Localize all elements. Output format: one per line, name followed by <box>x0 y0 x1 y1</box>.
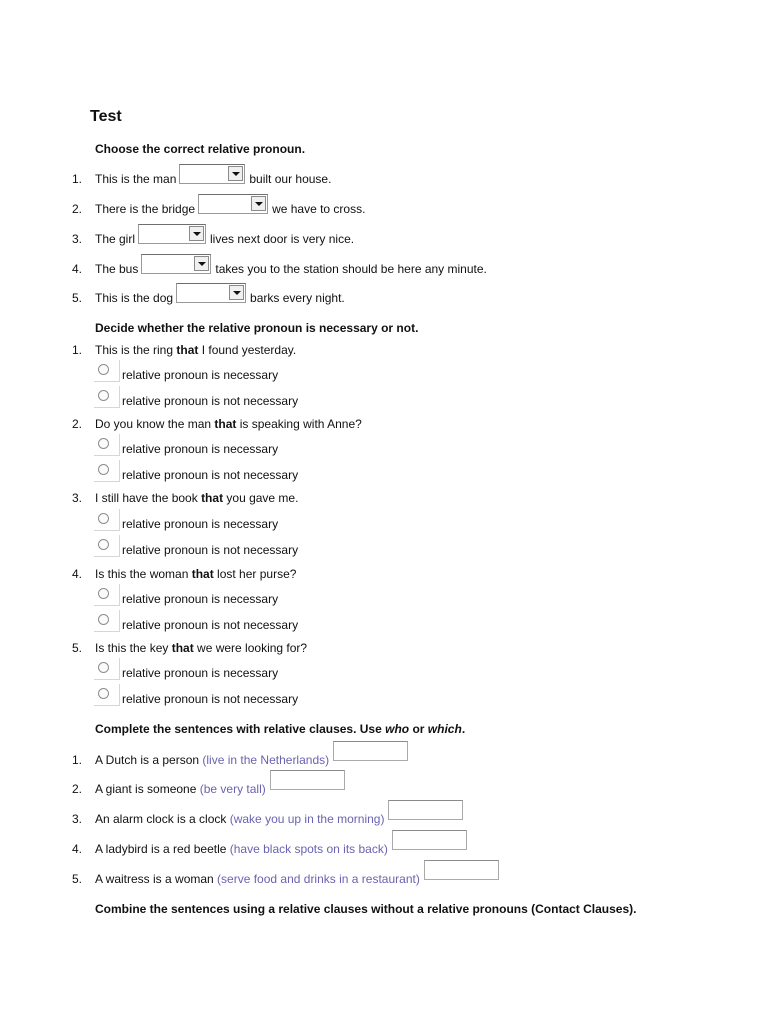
section4-heading: Combine the sentences using a relative clauses without a relative pronouns (Contact Clauses). <box>95 902 637 916</box>
option-not-necessary[interactable] <box>94 684 298 708</box>
answer-input[interactable] <box>270 770 345 790</box>
hint-text: (have black spots on its back) <box>229 842 388 856</box>
radio-button[interactable] <box>98 588 109 599</box>
question-start: Do you know the man <box>95 417 215 431</box>
question-end: is speaking with Anne? <box>236 417 362 431</box>
option-label: relative pronoun is necessary <box>122 666 279 680</box>
question-end: you gave me. <box>223 491 299 505</box>
option-label: relative pronoun is not necessary <box>122 543 299 557</box>
chevron-down-icon[interactable] <box>228 166 243 181</box>
option-not-necessary[interactable] <box>94 460 298 484</box>
hint-text: (serve food and drinks in a restaurant) <box>217 872 420 886</box>
list-item <box>0 872 768 902</box>
chevron-down-icon[interactable] <box>194 256 209 271</box>
keyword-who: who <box>385 722 410 736</box>
question-end: lost her purse? <box>213 567 297 581</box>
item-number: 5. <box>71 641 82 655</box>
option-necessary[interactable] <box>94 509 278 533</box>
pronoun-select[interactable] <box>198 194 268 214</box>
sentence-text: A Dutch is a person <box>95 753 203 767</box>
sentence-end: we have to cross. <box>272 202 366 216</box>
option-necessary[interactable] <box>94 434 278 458</box>
item-number: 2. <box>71 202 82 216</box>
relative-pronoun: that <box>201 491 224 505</box>
item-number: 2. <box>71 417 82 431</box>
question-end: we were looking for? <box>193 641 308 655</box>
option-label: relative pronoun is necessary <box>122 592 279 606</box>
item-number: 4. <box>71 567 82 581</box>
answer-input[interactable] <box>424 860 499 880</box>
list-item <box>0 291 768 321</box>
list-item <box>0 172 768 202</box>
relative-pronoun: that <box>214 417 237 431</box>
radio-button[interactable] <box>98 513 109 524</box>
radio-button[interactable] <box>98 688 109 699</box>
radio-button[interactable] <box>98 539 109 550</box>
option-necessary[interactable] <box>94 658 278 682</box>
option-not-necessary[interactable] <box>94 386 298 410</box>
sentence-end: barks every night. <box>250 291 345 305</box>
question-start: Is this the key <box>95 641 172 655</box>
item-number: 5. <box>71 291 82 305</box>
relative-pronoun: that <box>176 343 199 357</box>
sentence-end: lives next door is very nice. <box>210 232 355 246</box>
option-label: relative pronoun is not necessary <box>122 692 299 706</box>
radio-button[interactable] <box>98 662 109 673</box>
section1-heading: Choose the correct relative pronoun. <box>95 142 306 156</box>
heading-period: . <box>461 722 466 736</box>
item-number: 4. <box>71 262 82 276</box>
section3-heading <box>95 722 465 736</box>
sentence-start: The girl <box>95 232 136 246</box>
option-necessary[interactable] <box>94 584 278 608</box>
sentence-start: This is the dog <box>95 291 174 305</box>
radio-button[interactable] <box>98 464 109 475</box>
option-label: relative pronoun is not necessary <box>122 618 299 632</box>
answer-input[interactable] <box>392 830 467 850</box>
heading-text: Complete the sentences with relative clauses. Use <box>95 722 386 736</box>
relative-pronoun: that <box>191 567 214 581</box>
sentence-text: A giant is someone <box>95 782 200 796</box>
list-item <box>0 232 768 262</box>
item-number: 3. <box>71 812 82 826</box>
list-item <box>0 842 768 872</box>
question-end: I found yesterday. <box>198 343 297 357</box>
option-label: relative pronoun is not necessary <box>122 394 299 408</box>
option-not-necessary[interactable] <box>94 610 298 634</box>
chevron-down-icon[interactable] <box>229 285 244 300</box>
pronoun-select[interactable] <box>141 254 211 274</box>
radio-button[interactable] <box>98 438 109 449</box>
keyword-which: which <box>427 722 462 736</box>
question-start: I still have the book <box>95 491 202 505</box>
question-start: Is this the woman <box>95 567 192 581</box>
item-number: 3. <box>71 232 82 246</box>
hint-text: (wake you up in the morning) <box>229 812 385 826</box>
hint-text: (be very tall) <box>199 782 266 796</box>
item-number: 1. <box>71 343 82 357</box>
option-not-necessary[interactable] <box>94 535 298 559</box>
radio-button[interactable] <box>98 390 109 401</box>
sentence-end: takes you to the station should be here any minute. <box>215 262 487 276</box>
list-item <box>0 782 768 812</box>
chevron-down-icon[interactable] <box>189 226 204 241</box>
sentence-text: An alarm clock is a clock <box>95 812 230 826</box>
sentence-start: There is the bridge <box>95 202 196 216</box>
section2-heading: Decide whether the relative pronoun is necessary or not. <box>95 321 419 335</box>
item-number: 4. <box>71 842 82 856</box>
sentence-end: built our house. <box>249 172 332 186</box>
pronoun-select[interactable] <box>138 224 206 244</box>
item-number: 1. <box>71 753 82 767</box>
option-necessary[interactable] <box>94 360 278 384</box>
item-number: 3. <box>71 491 82 505</box>
sentence-start: The bus <box>95 262 139 276</box>
pronoun-select[interactable] <box>179 164 245 184</box>
list-item <box>0 262 768 292</box>
sentence-text: A waitress is a woman <box>95 872 218 886</box>
sentence-start: This is the man <box>95 172 177 186</box>
option-label: relative pronoun is necessary <box>122 368 279 382</box>
list-item <box>0 812 768 842</box>
list-item <box>0 753 768 783</box>
relative-pronoun: that <box>171 641 194 655</box>
answer-input[interactable] <box>333 741 408 761</box>
question-start: This is the ring <box>95 343 177 357</box>
option-label: relative pronoun is not necessary <box>122 468 299 482</box>
chevron-down-icon[interactable] <box>251 196 266 211</box>
heading-or: or <box>409 722 428 736</box>
radio-button[interactable] <box>98 364 109 375</box>
option-label: relative pronoun is necessary <box>122 517 279 531</box>
item-number: 2. <box>71 782 82 796</box>
item-number: 1. <box>71 172 82 186</box>
sentence-text: A ladybird is a red beetle <box>95 842 230 856</box>
answer-input[interactable] <box>388 800 463 820</box>
pronoun-select[interactable] <box>176 283 246 303</box>
item-number: 5. <box>71 872 82 886</box>
radio-button[interactable] <box>98 614 109 625</box>
list-item <box>0 202 768 232</box>
page-title: Test <box>90 108 122 125</box>
hint-text: (live in the Netherlands) <box>202 753 330 767</box>
option-label: relative pronoun is necessary <box>122 442 279 456</box>
